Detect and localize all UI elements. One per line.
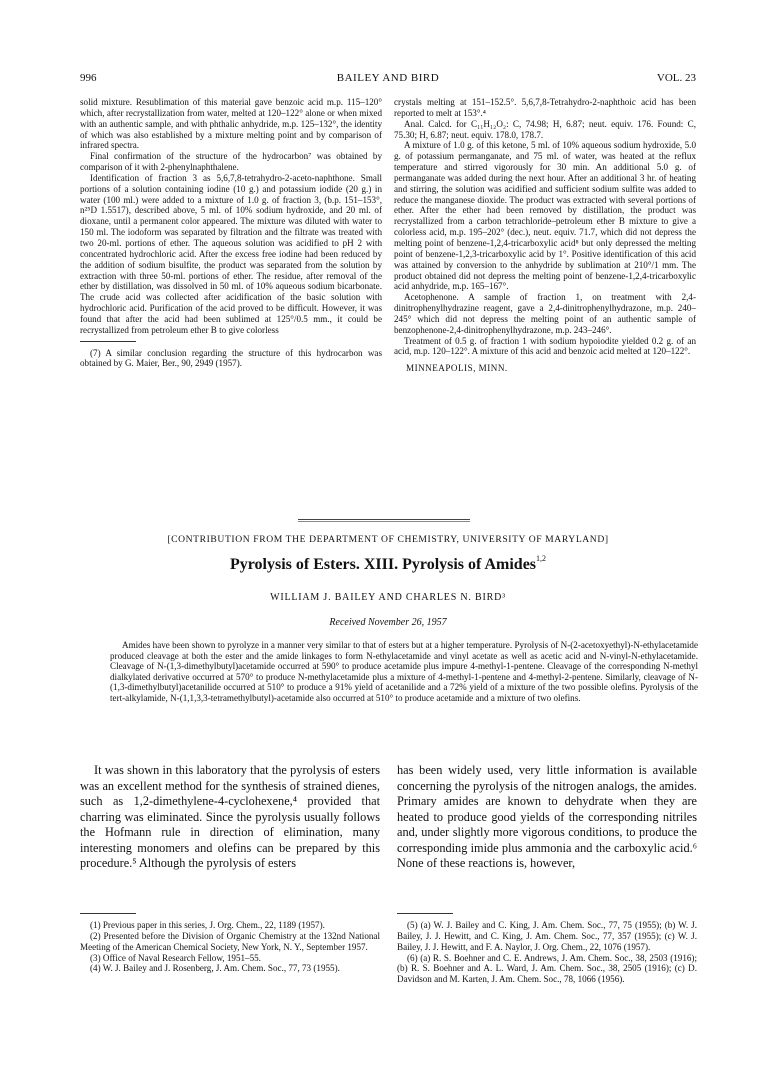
abstract	[110, 640, 698, 703]
top-right-column	[394, 97, 696, 374]
footnote: (5) (a) W. J. Bailey and C. King, J. Am. Chem. Soc., 77, 75 (1955); (b) W. J. Bailey, J. J. Hewitt, and C. King, J. Am. Chem. Soc., 77, 357 (1955); (c) W. J. Bailey, J. J. Hewitt, and F. A. Naylor, J. Org. Chem., 22, 1076 (1957).	[397, 920, 697, 952]
footnote: (3) Office of Naval Research Fellow, 1951–55.	[90, 952, 261, 963]
footnote: (2) Presented before the Division of Organic Chemistry at the 132nd National Meeting of the American Chemical Society, New York, N. Y., September 1957.	[80, 930, 380, 952]
volume-label: VOL. 23	[656, 72, 696, 84]
paragraph: crystals melting at 151–152.5°. 5,6,7,8-Tetrahydro-2-naphthoic acid has been reported to melt at 153°.⁴	[394, 97, 696, 118]
section-divider	[298, 519, 470, 520]
received-date: Received November 26, 1957	[329, 617, 447, 628]
page-header	[80, 72, 696, 86]
footnote-rule-left	[80, 913, 136, 914]
body-right-column	[397, 763, 697, 872]
footnote: (1) Previous paper in this series, J. Org. Chem., 22, 1189 (1957).	[90, 920, 325, 930]
paragraph: solid mixture. Resublimation of this material gave benzoic acid m.p. 115–120° which, after recrystallization from water, melted at 120–122° alone or when mixed with an authentic sample, and with phthalic anhydride, m.p. 125–132°, the identity of which was also established by a mixture melting point and by comparison of infrared spectra.	[80, 97, 382, 151]
article-title-text: Pyrolysis of Esters. XIII. Pyrolysis of Amides	[229, 556, 537, 573]
top-left-column	[80, 97, 382, 369]
section-divider-secondary	[298, 521, 470, 522]
footnote-7: (7) A similar conclusion regarding the structure of this hydrocarbon was obtained by G. Maier, Ber., 90, 2949 (1957).	[80, 347, 382, 369]
footnote: (6) (a) R. S. Boehner and C. E. Andrews, J. Am. Chem. Soc., 38, 2503 (1916); (b) R. S. Boehner and A. L. Ward, J. Am. Chem. Soc., 38, 2505 (1916); (c) D. Davidson and M. Karten, J. Am. Chem. Soc., 78, 1066 (1956).	[397, 952, 697, 985]
paragraph: Acetophenone. A sample of fraction 1, on treatment with 2,4-dinitrophenylhydrazine reagent, gave a 2,4-dinitrophenylhydrazone, m.p. 240–245° which did not depress the melting point of an authentic sample of benzophenone-2,4-dinitrophenylhydrazone, m.p. 243–246°.	[394, 292, 696, 335]
contribution-line: [CONTRIBUTION FROM THE DEPARTMENT OF CHEMISTRY, UNIVERSITY OF MARYLAND]	[167, 534, 609, 545]
footnotes-right	[397, 920, 697, 985]
paragraph: Final confirmation of the structure of the hydrocarbon⁷ was obtained by comparison of it with 2-phenylnaphthalene.	[80, 151, 382, 173]
paragraph: Treatment of 0.5 g. of fraction 1 with sodium hypoiodite yielded 0.2 g. of an acid, m.p. 120–122°. A mixture of this acid and benzoic acid melted at 120–122°.	[394, 335, 696, 357]
title-footnote-marks: 1,2	[536, 554, 547, 563]
footnote-rule	[80, 341, 136, 342]
body-paragraph: has been widely used, very little information is available concerning the pyrolysis of the nitrogen analogs, the amides. Primary amides are known to dehydrate when they are heated to produce good yields of the corresponding nitriles and, under slightly more vigorous conditions, to produce the corresponding imide plus ammonia and the carboxylic acid.⁶ None of these reactions is, however,	[397, 763, 697, 870]
author-line: WILLIAM J. BAILEY AND CHARLES N. BIRD³	[270, 592, 506, 603]
page-number: 996	[80, 72, 97, 84]
footnote-rule-right	[397, 913, 453, 914]
paragraph: A mixture of 1.0 g. of this ketone, 5 ml. of 10% aqueous sodium hydroxide, 5.0 g. of potassium permanganate, and 75 ml. of water, was heated at the reflux temperature and stirred vigorously for 30 min. An additional 5.0 g. of permanganate was added during the next hour. After an additional 3 hr. of heating and stirring, the solution was acidified and sufficient sodium sulfite was added to reduce the manganese dioxide. The product was extracted with several portions of ether. After the ether had been removed by distillation, the product was recrystallized from a carbon tetrachloride–petroleum ether B mixture to give a colorless acid, m.p. 195–202° (dec.), neut. equiv. 71.7, which did not depress the melting point of benzene-1,2,4-tricarboxylic acid⁸ but only depressed the melting point of benzene-1,2,3-tricarboxylic acid by 1°. Positive identification of this acid was attained by conversion to the anhydride by sublimation at 210°/1 mm. The product obtained did not depress the melting point of benzene-1,2,4-tricarboxylic acid anhydride, m.p. 165–167°.	[394, 140, 696, 292]
analysis-paragraph: Anal. Calcd. for C₁₁H₁₂O₂: C, 74.98; H, 6.87; neut. equiv. 176. Found: C, 75.30; H, 6.87; neut. equiv. 178.0, 178.7.	[394, 118, 696, 140]
abstract-text: Amides have been shown to pyrolyze in a manner very similar to that of esters but at a higher temperature. Pyrolysis of N-(2-acetoxyethyl)-N-ethylacetamide produced cleavage at both the ester and the amide linkages to form N-ethylacetamide and vinyl acetate as well as acetic acid and N-vinyl-N-ethylacetamide. Cleavage of N-(1,3-dimethylbutyl)acetamide occurred at 590° to produce acetamide plus impure 4-methyl-1-pentene. Cleavage of the corresponding N-methyl dialkylated derivative occurred at 570° to produce N-methylacetamide plus a mixture of 4-methyl-1-pentene and 4-methyl-2-pentene. Similarly, cleavage of N-(1,3-dimethylbutyl)acetanilide occurred at 510° to produce a 91% yield of acetanilide and a 72% yield of a mixture of the two possible olefins. Pyrolysis of the tert-alkylamide, N-(1,1,3,3-tetramethylbutyl)-acetamide also occurred at 510° to produce acetamide and a mixture of two olefins.	[110, 640, 698, 703]
body-left-column	[80, 763, 380, 872]
body-paragraph: It was shown in this laboratory that the pyrolysis of esters was an excellent method for the synthesis of strained dienes, such as 1,2-dimethylene-4-cyclohexene,⁴ provided that charring was eliminated. Since the pyrolysis usually follows the Hofmann rule in direction of elimination, many interesting monomers and olefins can be prepared by this procedure.⁵ Although the pyrolysis of esters	[80, 763, 380, 870]
footnote: (4) W. J. Bailey and J. Rosenberg, J. Am. Chem. Soc., 77, 73 (1955).	[90, 963, 340, 974]
signoff-location: MINNEAPOLIS, MINN.	[406, 363, 508, 374]
footnote-block	[80, 348, 382, 370]
paragraph: Identification of fraction 3 as 5,6,7,8-tetrahydro-2-aceto-naphthone. Small portions of a solution containing iodine (10 g.) and potassium iodide (20 g.) in water (100 ml.) were added to a mixture of 1.0 g. of fraction 3, (b.p. 151–153°, n²⁵D 1.5517), described above, 5 ml. of 10% sodium hydroxide, and 20 ml. of dioxane, until a permanent color appeared. The mixture was diluted with water to 150 ml. The iodoform was separated by filtration and the filtrate was treated with two 20-ml. portions of ether. The aqueous solution was acidified to pH 2 with concentrated hydrochloric acid. After the excess free iodine had been reduced by the addition of sodium bisulfite, the product was separated from the solution by extraction with three 50-ml. portions of ether. The residue, after removal of the ether by distillation, was dissolved in 50 ml. of 10% aqueous sodium bicarbonate. The crude acid was collected after acidification of the basic solution with hydrochloric acid. Purification of the acid proved to be difficult. However, it was found that after the acid had been sublimed at 125°/0.5 mm., it could be recrystallized from petroleum ether B to give colorless	[80, 172, 382, 335]
article-title	[80, 556, 696, 574]
footnotes-left	[80, 920, 380, 974]
running-title: BAILEY AND BIRD	[336, 72, 440, 84]
